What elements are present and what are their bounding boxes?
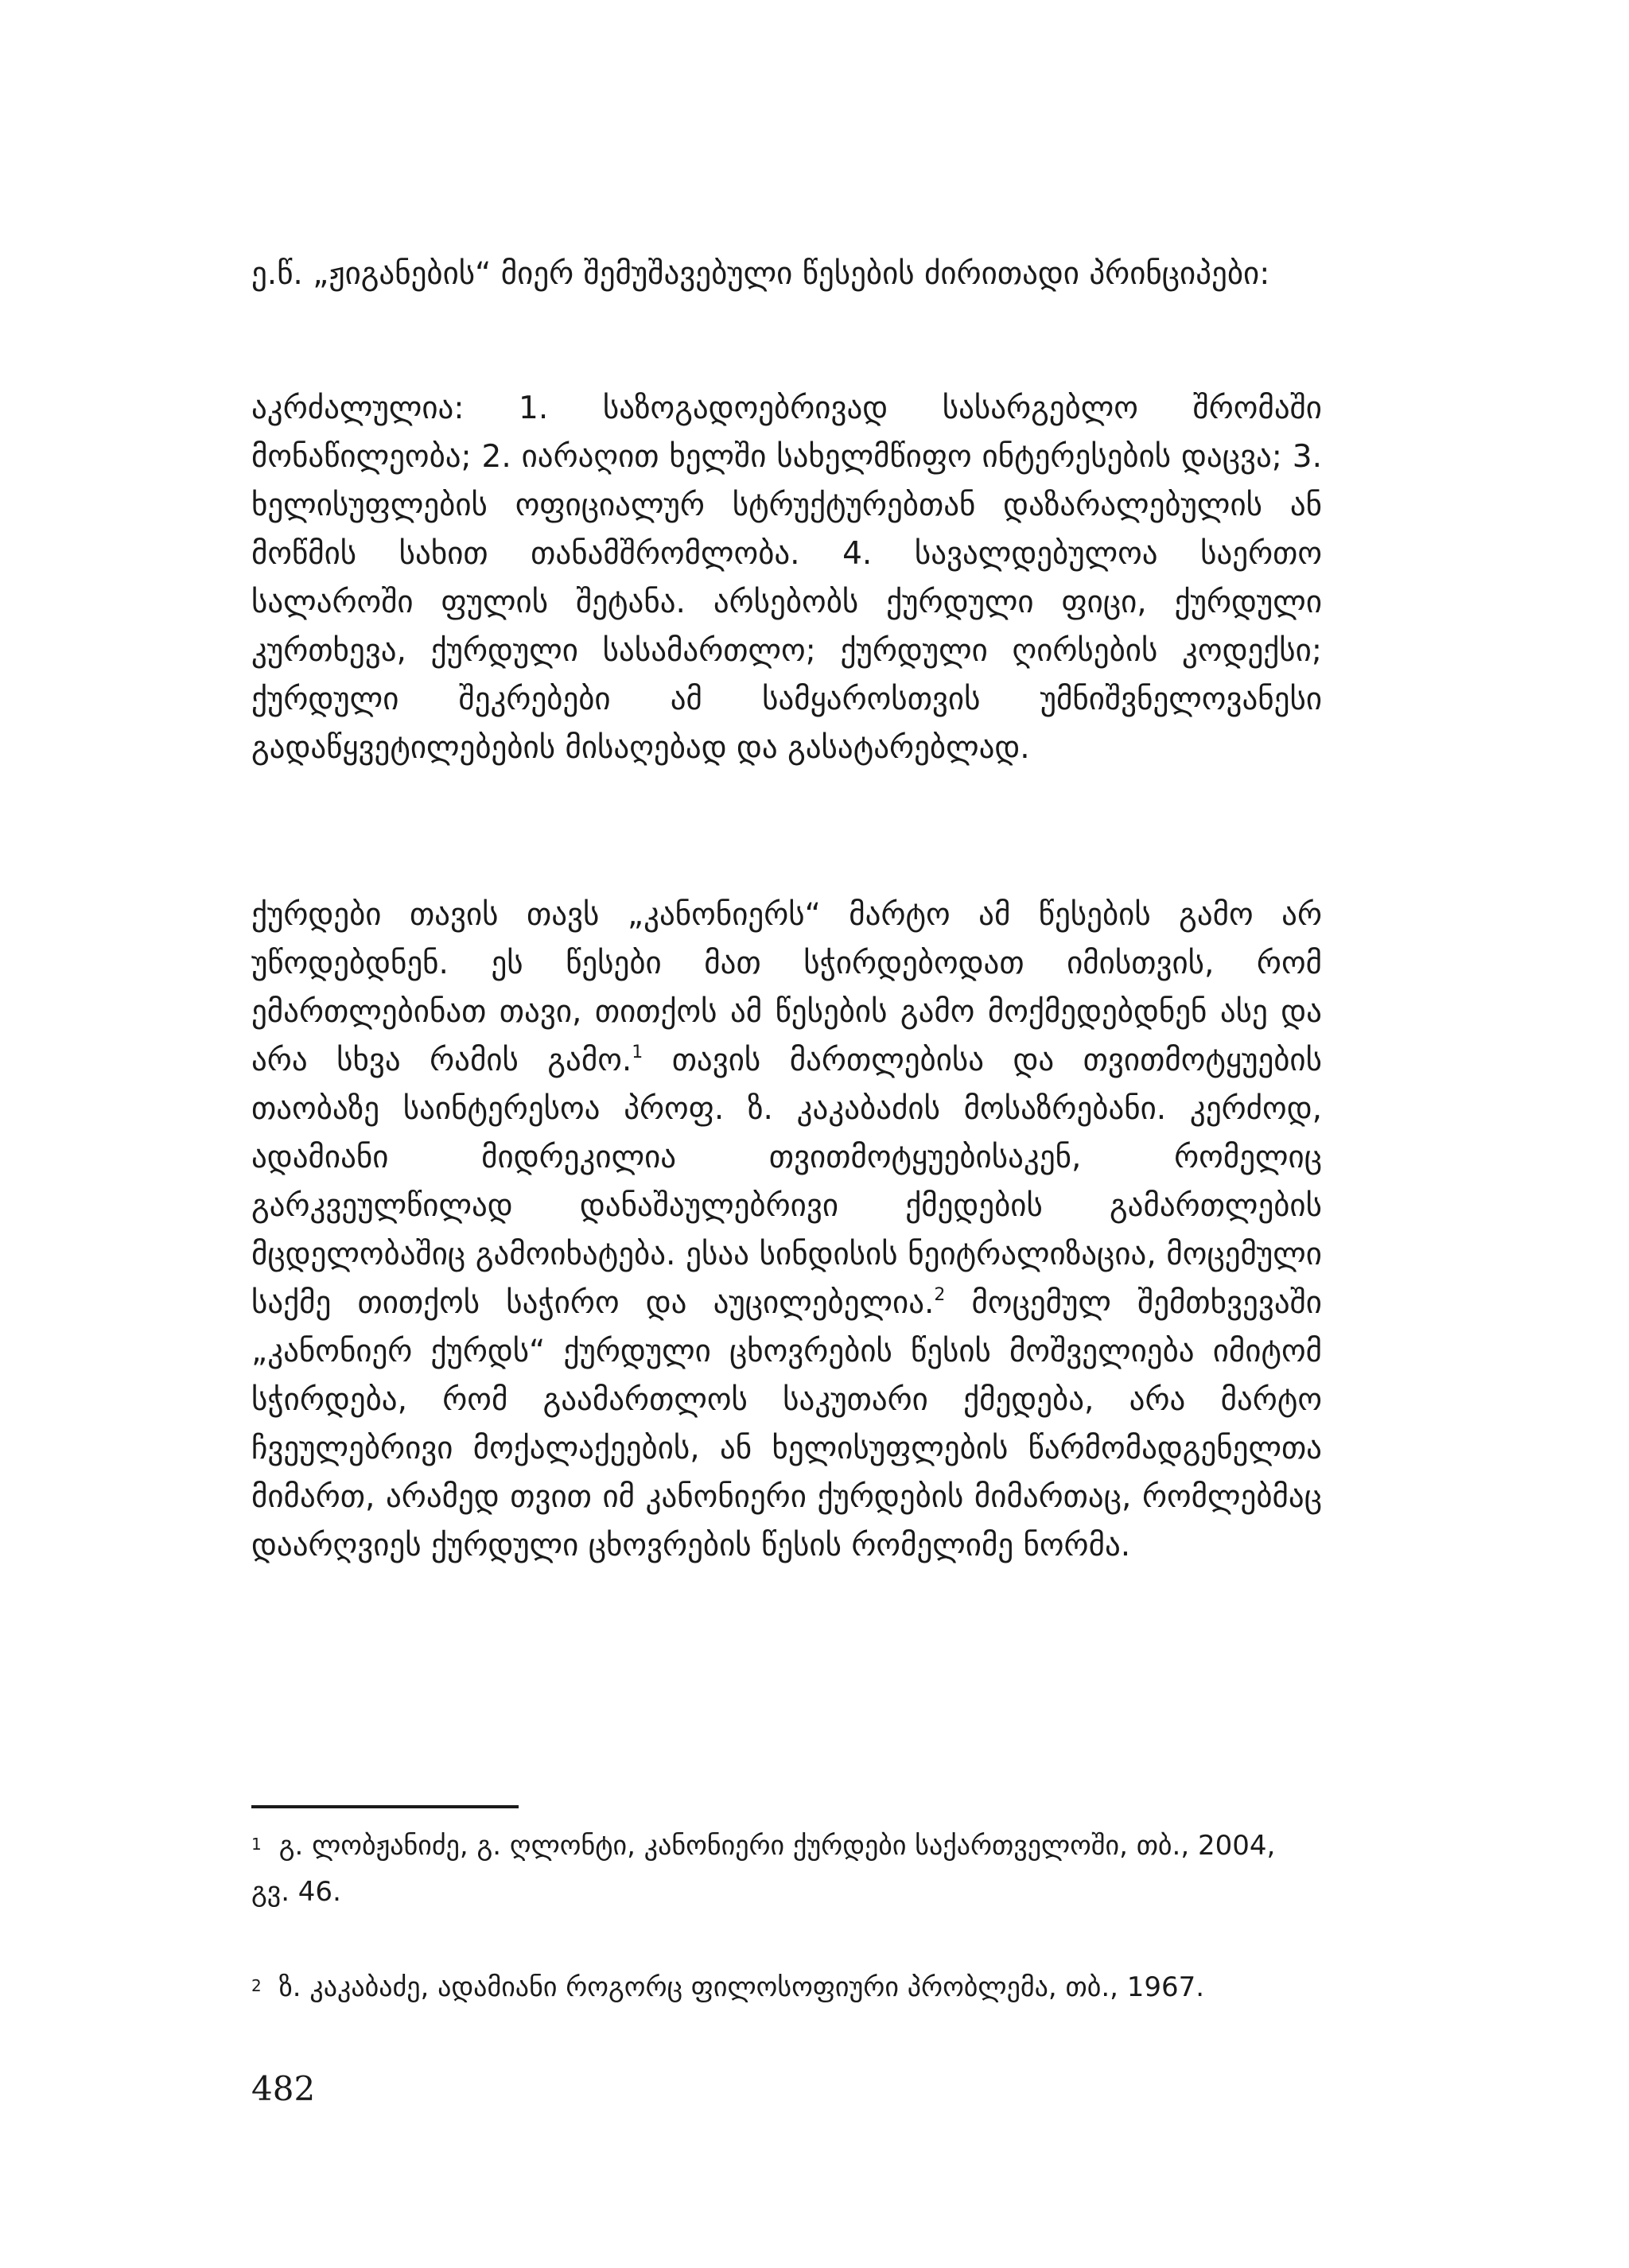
body-paragraph-thieves	[251, 891, 1322, 1570]
footnote-number: 1	[251, 1835, 262, 1854]
paragraph-text-segment: ქურდები თავის თავს „კანონიერს“ მარტო ამ წესების გამო არ უწოდებდნენ. ეს წესები მათ სჭირდებოდათ იმისთვის, რომ ემართლებინათ თავი, თითქოს ამ წესების გამო მოქმედებდნენ ასე და არა სხვა რამის გამო.	[251, 897, 1322, 1078]
page-number: 482	[251, 2069, 316, 2108]
footnote-text: გ. ლობჟანიძე, გ. ღლონტი, კანონიერი ქურდები საქართველოში, თბ., 2004, გვ. 46.	[251, 1830, 1276, 1908]
footnote-reference-2: 2	[934, 1285, 946, 1305]
body-paragraph-rules: აკრძალულია: 1. საზოგადოებრივად სასარგებლო შრომაში მონაწილეობა; 2. იარაღით ხელში სახელმწიფო ინტერესების დაცვა; 3. ხელისუფლების ოფიციალურ სტრუქტურებთან დაზარალებულის ან მოწმის სახით თანამშრომლობა. 4. სავალდებულოა საერთო სალაროში ფულის შეტანა. არსებობს ქურდული ფიცი, ქურდული კურთხევა, ქურდული სასამართლო; ქურდული ღირსების კოდექსი; ქურდული შეკრებები ამ სამყაროსთვის უმნიშვნელოვანესი გადაწყვეტილებების მისაღებად და გასატარებლად.	[251, 390, 1322, 766]
footnote-number: 2	[251, 1976, 262, 1995]
footnote-reference-1: 1	[632, 1043, 643, 1062]
paragraph-text-segment: თავის მართლებისა და თვითმოტყუების თაობაზე საინტერესოა პროფ. ზ. კაკაბაძის მოსაზრებანი. კერძოდ, ადამიანი მიდრეკილია თვითმოტყუებისაკენ, რომელიც გარკვეულწილად დანაშაულებრივი ქმედების გამართლების მცდელობაშიც გამოიხატება. ესაა სინდისის ნეიტრალიზაცია, მოცემული საქმე თითქოს საჭირო და აუცილებელია.	[251, 1043, 1322, 1321]
paragraph-text-segment: მოცემულ შემთხვევაში „კანონიერ ქურდს“ ქურდული ცხოვრების წესის მოშველიება იმიტომ სჭირდება, რომ გაამართლოს საკუთარი ქმედება, არა მარტო ჩვეულებრივი მოქალაქეების, ან ხელისუფლების წარმომადგენელთა მიმართ, არამედ თვით იმ კანონიერი ქურდების მიმართაც, რომლებმაც დაარღვიეს ქურდული ცხოვრების წესის რომელიმე ნორმა.	[251, 1285, 1322, 1563]
footnote-2	[251, 1964, 1322, 2010]
footnote-separator	[251, 1805, 519, 1808]
footnote-1	[251, 1823, 1322, 1915]
footnote-text: ზ. კაკაბაძე, ადამიანი როგორც ფილოსოფიური პრობლემა, თბ., 1967.	[278, 1971, 1205, 2003]
section-heading: ე.წ. „ჟიგანების“ მიერ შემუშავებული წესების ძირითადი პრინციპები:	[251, 256, 1270, 292]
